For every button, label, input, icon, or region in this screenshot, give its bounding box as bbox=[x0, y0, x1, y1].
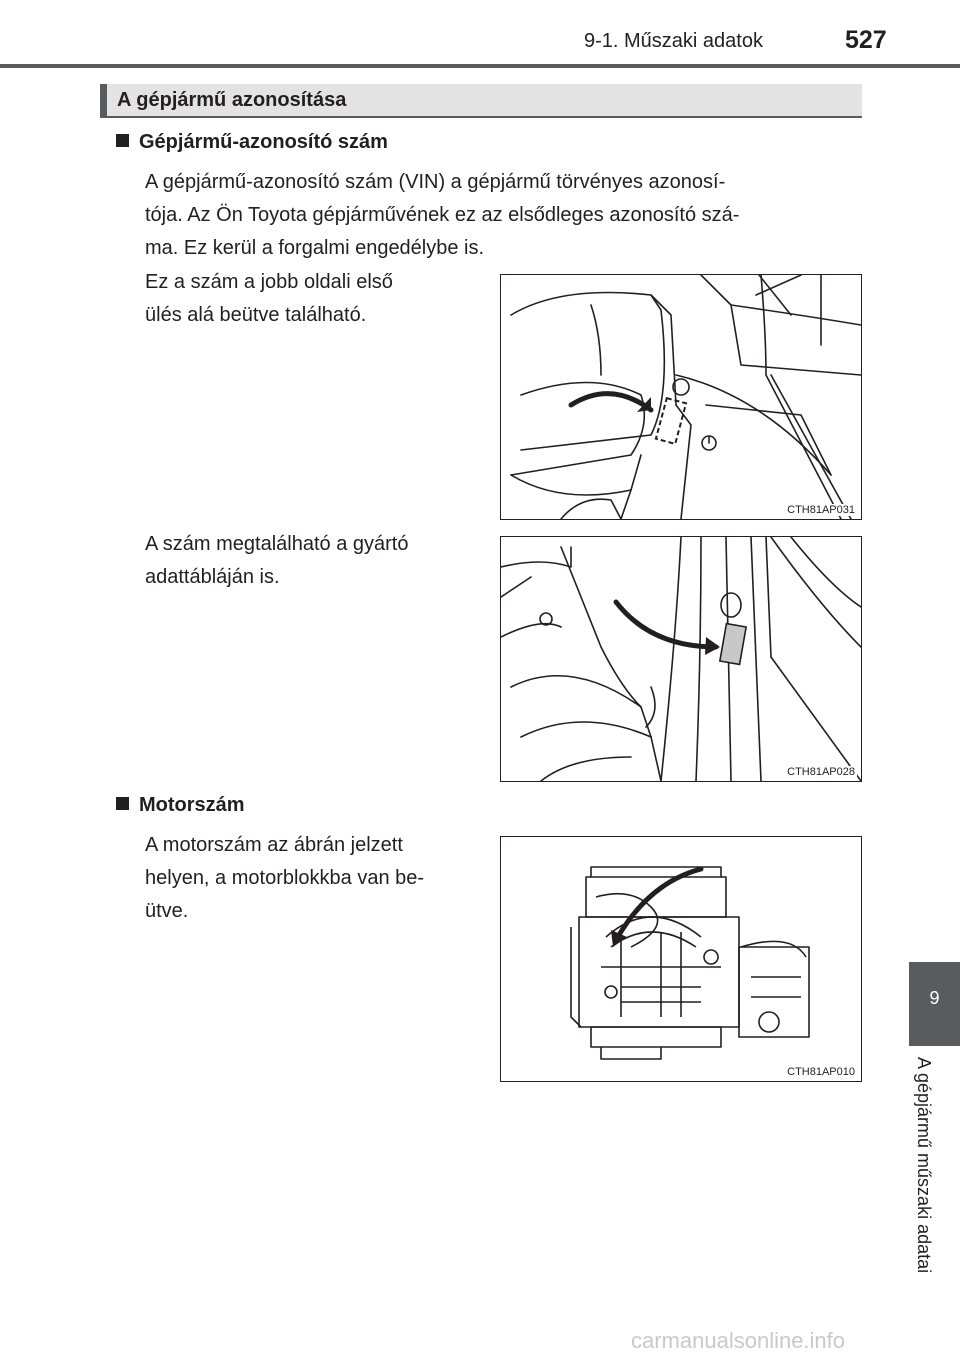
page-number: 527 bbox=[845, 26, 887, 54]
figure-engine-number bbox=[500, 836, 862, 1082]
bullet-square-icon bbox=[116, 797, 129, 810]
vin-under-seat-illustration bbox=[501, 275, 861, 519]
vin-location2-paragraph bbox=[145, 528, 477, 594]
vin-intro-line: ma. Ez kerül a forgalmi engedélybe is. bbox=[145, 237, 485, 259]
figure-vin-manufacturer-plate bbox=[500, 536, 862, 782]
engine-illustration bbox=[501, 837, 861, 1081]
engine-paragraph bbox=[145, 829, 477, 928]
chapter-number: 9 bbox=[929, 988, 940, 1008]
figure-code: CTH81AP031 bbox=[787, 504, 855, 516]
watermark: carmanualsonline.info bbox=[631, 1328, 846, 1353]
vin-location1-line: ülés alá beütve található. bbox=[145, 304, 367, 326]
chapter-tab bbox=[909, 962, 960, 1046]
bullet-square-icon bbox=[116, 134, 129, 147]
vin-plate-illustration bbox=[501, 537, 861, 781]
vin-heading bbox=[116, 131, 388, 154]
chapter-tab-label: A gépjármű műszaki adatai bbox=[914, 1057, 934, 1274]
vin-location2-line: A szám megtalálható a gyártó bbox=[145, 533, 409, 555]
figure-code: CTH81AP010 bbox=[787, 1066, 855, 1078]
vin-intro-paragraph bbox=[145, 166, 857, 265]
engine-line: ütve. bbox=[145, 900, 189, 922]
running-header-section: 9-1. Műszaki adatok bbox=[584, 30, 763, 52]
section-title-accent bbox=[100, 84, 107, 118]
vin-intro-line: A gépjármű-azonosító szám (VIN) a gépjármű törvényes azonosí- bbox=[145, 171, 726, 193]
figure-vin-under-seat bbox=[500, 274, 862, 520]
engine-line: A motorszám az ábrán jelzett bbox=[145, 834, 403, 856]
engine-heading bbox=[116, 794, 245, 817]
section-title-bar bbox=[100, 84, 862, 118]
header-divider bbox=[0, 64, 960, 68]
figure-code: CTH81AP028 bbox=[787, 766, 855, 778]
engine-heading-text: Motorszám bbox=[139, 794, 245, 816]
vin-location1-paragraph bbox=[145, 266, 477, 332]
engine-line: helyen, a motorblokkba van be- bbox=[145, 867, 425, 889]
vin-heading-text: Gépjármű-azonosító szám bbox=[139, 131, 388, 153]
vin-intro-line: tója. Az Ön Toyota gépjárművének ez az elsődleges azonosító szá- bbox=[145, 204, 740, 226]
section-title: A gépjármű azonosítása bbox=[117, 89, 347, 111]
vin-location2-line: adattábláján is. bbox=[145, 566, 280, 588]
vin-location1-line: Ez a szám a jobb oldali első bbox=[145, 271, 393, 293]
